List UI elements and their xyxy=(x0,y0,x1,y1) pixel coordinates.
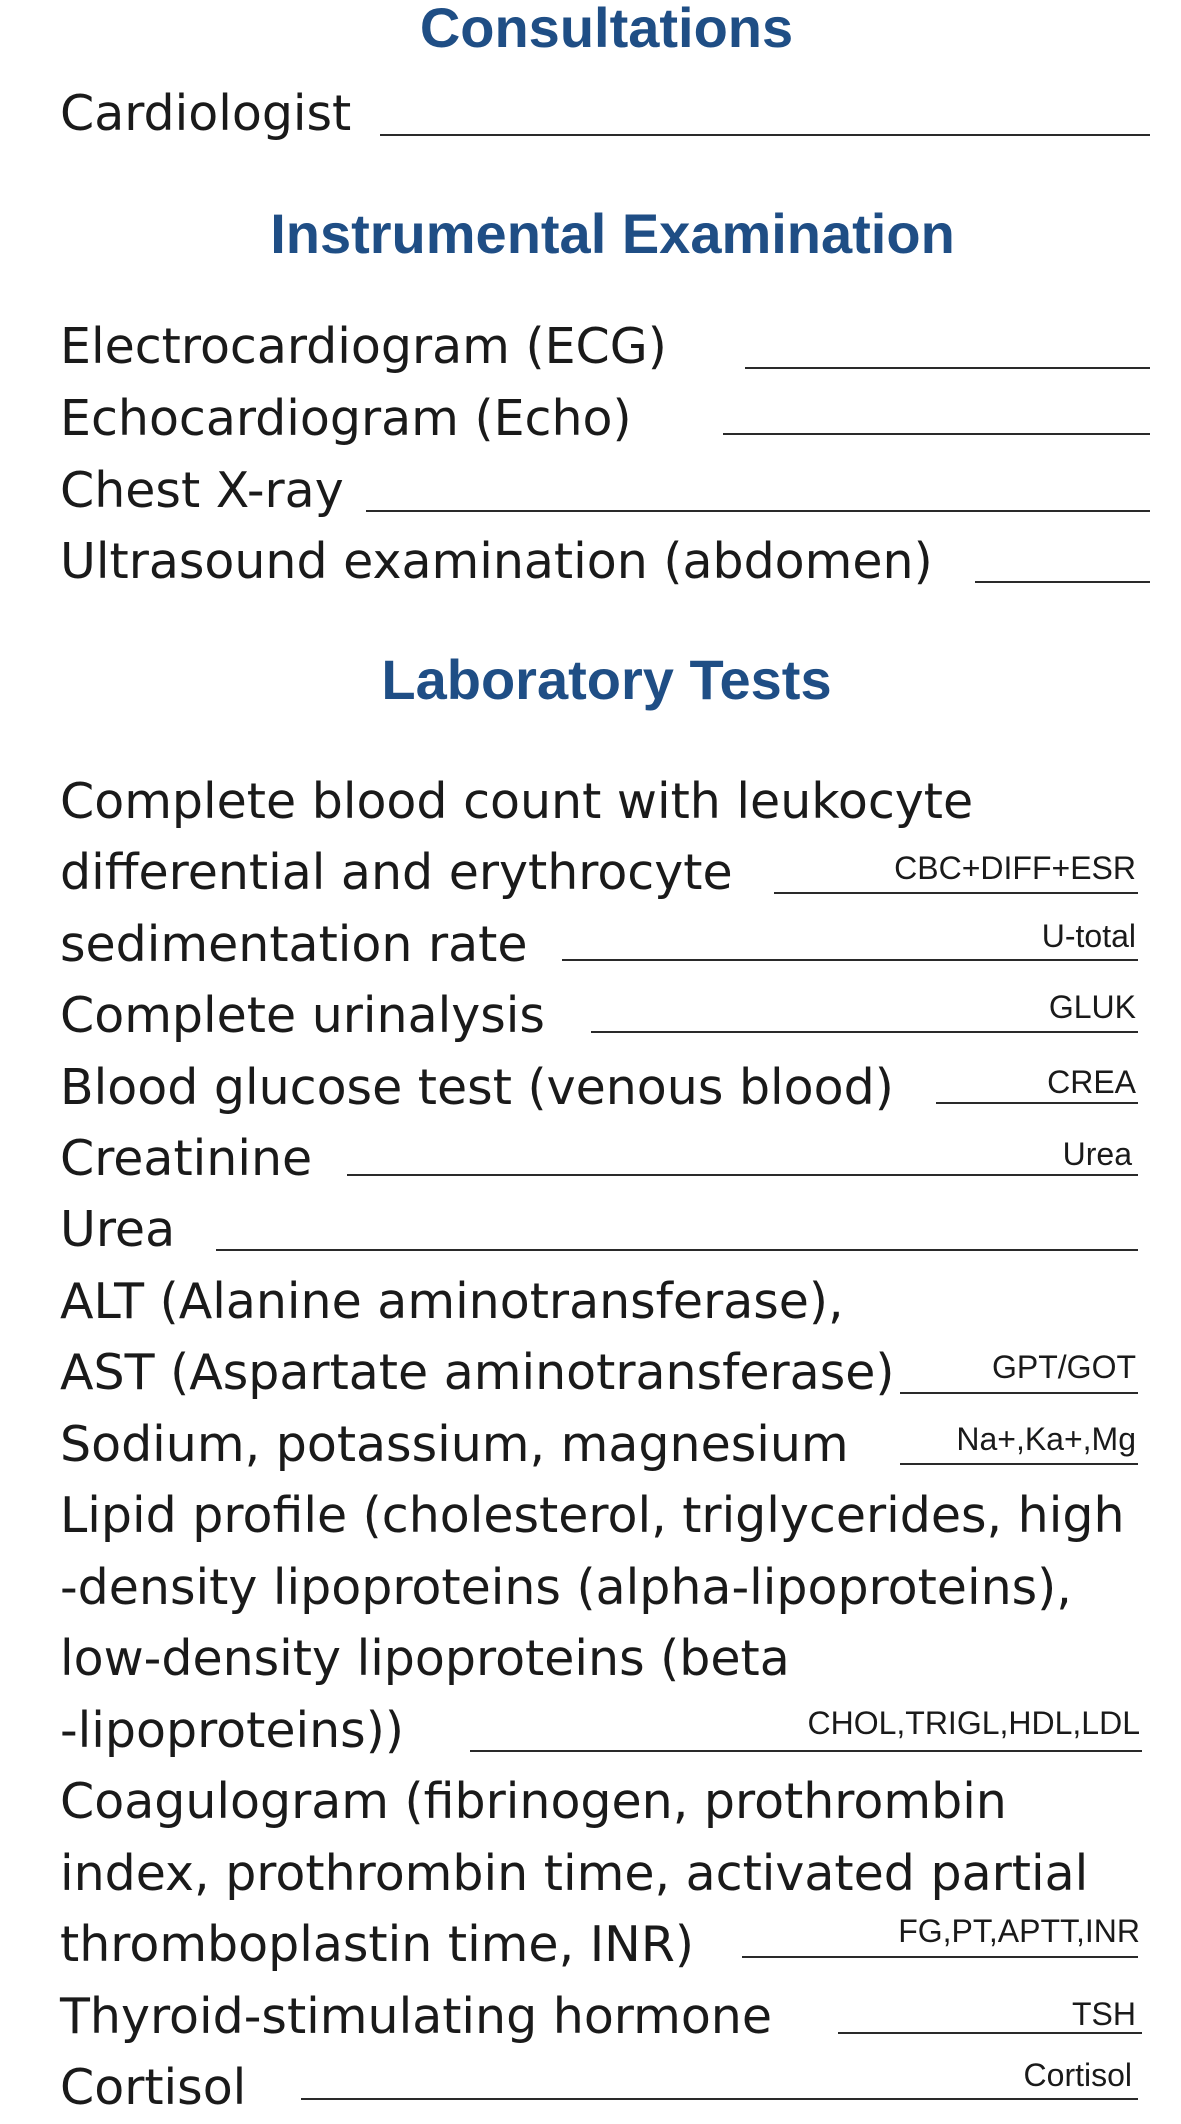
echo-fill-line[interactable] xyxy=(723,433,1150,435)
lab-line: Complete urinalysis xyxy=(60,987,545,1044)
lab-line: Sodium, potassium, magnesium xyxy=(60,1416,849,1473)
alt-ast-fill-line[interactable] xyxy=(900,1392,1138,1394)
chest-xray-fill-line[interactable] xyxy=(366,510,1150,512)
lab-line: thromboplastin time, INR) xyxy=(60,1916,694,1973)
lab-line: Creatinine xyxy=(60,1130,313,1187)
consultation-item-cardiologist: Cardiologist xyxy=(60,85,352,142)
lab-line: low-density lipoproteins (beta xyxy=(60,1630,790,1687)
lab-line: Lipid profile (cholesterol, triglycerides, high xyxy=(60,1487,1125,1544)
lab-line: Complete blood count with leukocyte xyxy=(60,773,974,830)
cortisol-fill-line[interactable] xyxy=(301,2098,1138,2100)
creatinine-code: CREA xyxy=(1047,1064,1136,1100)
lab-line: ALT (Alanine aminotransferase), xyxy=(60,1273,844,1330)
lab-line: Urea xyxy=(60,1201,176,1258)
lab-line: Coagulogram (fibrinogen, prothrombin xyxy=(60,1773,1007,1830)
instrumental-item-ultrasound: Ultrasound examination (abdomen) xyxy=(60,533,933,590)
lab-line: AST (Aspartate aminotransferase) xyxy=(60,1344,895,1401)
ultrasound-fill-line[interactable] xyxy=(975,581,1150,583)
lab-line: Blood glucose test (venous blood) xyxy=(60,1059,894,1116)
electrolytes-fill-line[interactable] xyxy=(900,1463,1138,1465)
lipid-fill-line[interactable] xyxy=(470,1750,1142,1752)
instrumental-item-echo: Echocardiogram (Echo) xyxy=(60,390,632,447)
tsh-code: TSH xyxy=(1072,1996,1136,2032)
glucose-fill-line[interactable] xyxy=(591,1031,1138,1033)
lab-line: -lipoproteins)) xyxy=(60,1702,404,1759)
urinalysis-fill-line[interactable] xyxy=(562,959,1138,961)
instrumental-heading: Instrumental Examination xyxy=(270,202,955,265)
glucose-code: GLUK xyxy=(1048,989,1136,1025)
coagulogram-fill-line[interactable] xyxy=(742,1956,1138,1958)
laboratory-heading: Laboratory Tests xyxy=(381,648,832,711)
tsh-fill-line[interactable] xyxy=(838,2032,1142,2034)
lab-line: Cortisol xyxy=(60,2059,247,2116)
instrumental-item-chest-xray: Chest X-ray xyxy=(60,462,344,519)
cortisol-code: Cortisol xyxy=(1023,2057,1132,2093)
urinalysis-code: U-total xyxy=(1041,918,1136,954)
instrumental-item-ecg: Electrocardiogram (ECG) xyxy=(60,318,667,375)
urea-code: Urea xyxy=(1062,1136,1132,1172)
lab-line: differential and erythrocyte xyxy=(60,844,733,901)
lipid-code: CHOL,TRIGL,HDL,LDL xyxy=(807,1705,1140,1741)
lab-line: Thyroid-stimulating hormone xyxy=(60,1988,773,2045)
electrolytes-code: Na+,Ka+,Mg xyxy=(956,1421,1136,1457)
lab-line: -density lipoproteins (alpha-lipoproteins), xyxy=(60,1559,1072,1616)
cardiologist-fill-line[interactable] xyxy=(380,134,1150,136)
cbc-fill-line[interactable] xyxy=(774,892,1138,894)
coagulogram-code: FG,PT,APTT,INR xyxy=(898,1913,1140,1949)
cbc-code: CBC+DIFF+ESR xyxy=(894,850,1136,886)
ecg-fill-line[interactable] xyxy=(745,367,1150,369)
lab-line: sedimentation rate xyxy=(60,916,528,973)
urea-fill-line[interactable] xyxy=(347,1174,1138,1176)
creatinine-fill-line[interactable] xyxy=(936,1102,1138,1104)
lab-line: index, prothrombin time, activated partial xyxy=(60,1845,1089,1902)
consultations-heading: Consultations xyxy=(419,0,794,59)
urea-line-fill[interactable] xyxy=(216,1249,1138,1251)
alt-ast-code: GPT/GOT xyxy=(992,1349,1136,1385)
